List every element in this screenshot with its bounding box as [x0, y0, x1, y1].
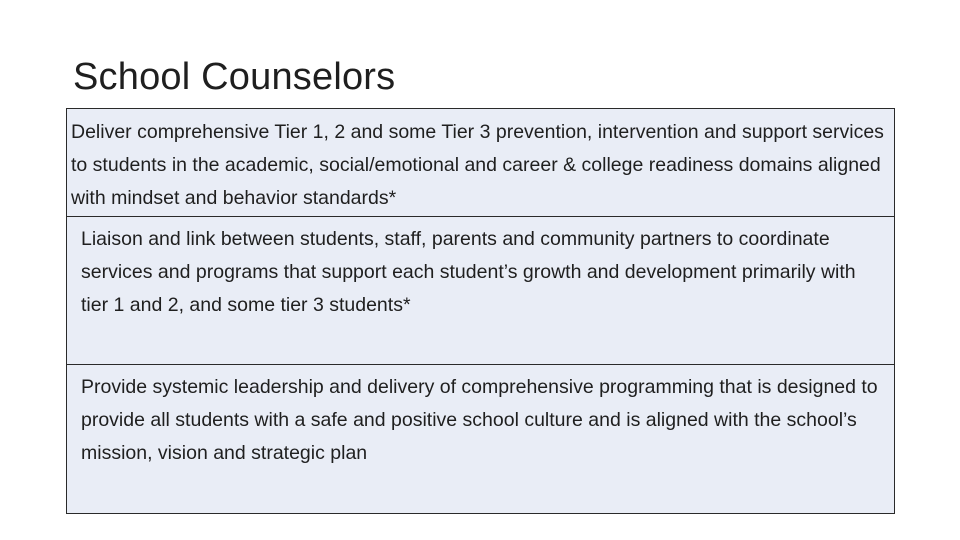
role-box-3-text: Provide systemic leadership and delivery of comprehensive programming that is designed to provide all students with a safe and positive school culture and is aligned with the school’s mission, vision and strategic plan	[81, 376, 878, 464]
role-box-2	[66, 216, 895, 365]
slide-title: School Counselors	[73, 56, 396, 98]
role-box-1	[66, 108, 895, 217]
role-box-2-text: Liaison and link between students, staff, parents and community partners to coordinate services and programs that support each student’s growth and development primarily with tier 1 and 2, and some tier 3 students*	[81, 228, 856, 316]
role-box-3	[66, 364, 895, 514]
role-box-1-text: Deliver comprehensive Tier 1, 2 and some Tier 3 prevention, intervention and support services to students in the academic, social/emotional and career & college readiness domains aligned with mindset and behavior standards*	[71, 121, 884, 209]
